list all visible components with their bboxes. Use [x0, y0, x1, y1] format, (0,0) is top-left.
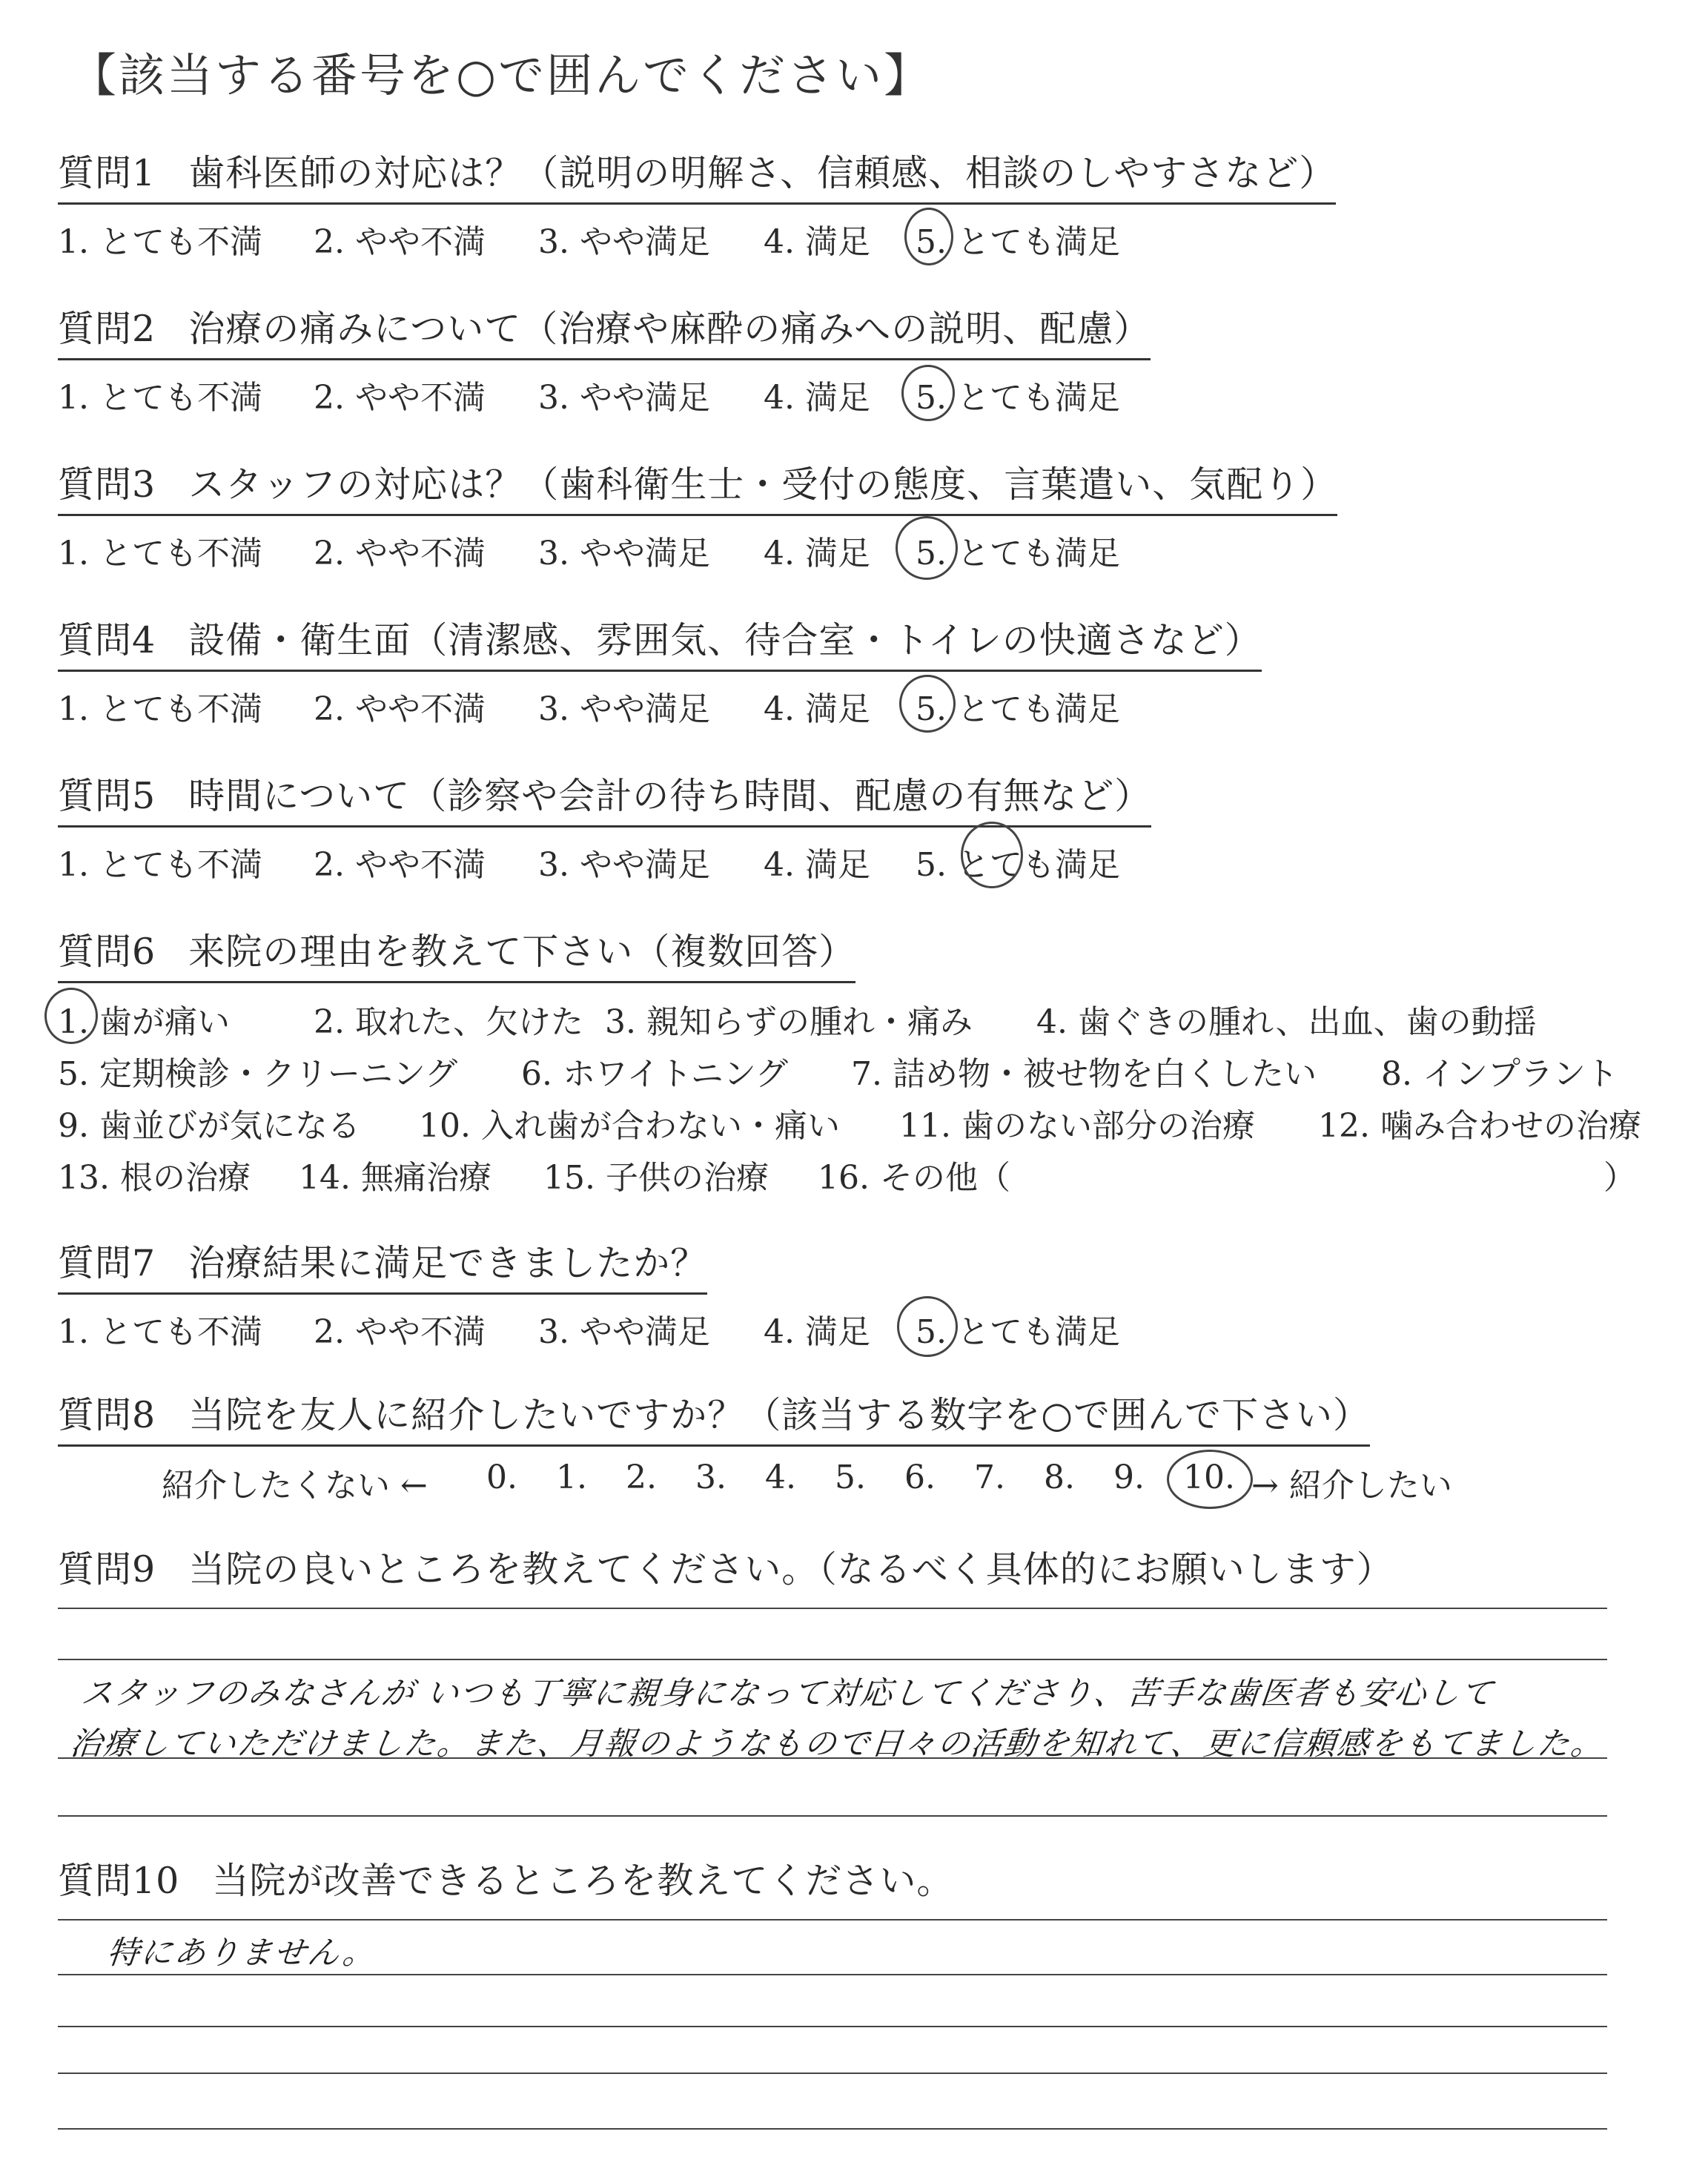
option-2[interactable]: 2. やや不満: [314, 223, 486, 261]
reason-row: [58, 995, 1537, 1047]
option-2[interactable]: 2. やや不満: [314, 846, 486, 884]
question-5-heading: [58, 767, 1151, 828]
answer-options: [58, 526, 1337, 571]
reason-option-11[interactable]: 11. 歯のない部分の治療: [899, 1107, 1255, 1145]
scale-value-4[interactable]: 4.: [765, 1459, 796, 1496]
answer-line: [58, 1659, 1607, 1660]
scale-left-label: 紹介したくない ←: [162, 1467, 428, 1505]
reason-option-8[interactable]: 8. インプラント: [1381, 1055, 1618, 1093]
reason-row: [58, 1151, 1636, 1203]
reason-option-7[interactable]: 7. 詰め物・被せ物を白くしたい: [851, 1055, 1317, 1093]
question-number: 質問6: [58, 931, 156, 973]
question-2-heading: [58, 300, 1151, 360]
scale-right-label: → 紹介したい: [1251, 1467, 1452, 1505]
answer-line: [58, 2026, 1607, 2027]
reason-option-14[interactable]: 14. 無痛治療: [299, 1159, 491, 1197]
question-text: 当院の良いところを教えてください。（なるべく具体的にお願いします）: [188, 1548, 1394, 1591]
question-number: 質問10: [58, 1860, 180, 1902]
other-close-paren: ）: [1603, 1159, 1636, 1197]
answer-line: [58, 1974, 1607, 1975]
answer-options: [58, 682, 1262, 727]
question-text: 歯科医師の対応は？（説明の明解さ、信頼感、相談のしやすさなど）: [188, 152, 1337, 194]
option-2[interactable]: 2. やや不満: [314, 690, 486, 728]
option-1[interactable]: 1. とても不満: [58, 1313, 262, 1351]
option-1[interactable]: 1. とても不満: [58, 379, 262, 417]
question-text: 治療結果に満足できましたか？: [188, 1242, 708, 1284]
question-1: [58, 145, 1336, 260]
reason-option-12[interactable]: 12. 噛み合わせの治療: [1318, 1107, 1641, 1145]
handwritten-answer-line: 特にありません。: [105, 1935, 378, 1972]
question-8: [58, 1387, 1452, 1506]
reason-option-5[interactable]: 5. 定期検診・クリーニング: [58, 1055, 458, 1093]
question-6: [58, 923, 1641, 1203]
reason-row: [58, 1047, 1618, 1099]
question-9-heading: [58, 1541, 1394, 1599]
question-7: [58, 1235, 1120, 1351]
reason-option-15[interactable]: 15. 子供の治療: [543, 1159, 769, 1197]
question-number: 質問4: [58, 619, 156, 661]
answer-options: [58, 215, 1336, 260]
question-2: [58, 300, 1151, 415]
option-4[interactable]: 4. 満足: [764, 1313, 870, 1351]
scale-value-1[interactable]: 1.: [556, 1459, 587, 1496]
question-number: 質問3: [58, 463, 156, 506]
handwritten-answer-line: スタッフのみなさんが いつも丁寧に親身になって対応してくださり、苦手な歯医者も安心して: [79, 1675, 1496, 1712]
option-2[interactable]: 2. やや不満: [314, 535, 486, 572]
answer-line: [58, 1608, 1607, 1609]
scale-value-0[interactable]: 0.: [486, 1459, 517, 1496]
answer-line: [58, 2073, 1607, 2074]
scale-value-6[interactable]: 6.: [904, 1459, 936, 1496]
option-4[interactable]: 4. 満足: [764, 846, 870, 884]
option-3[interactable]: 3. やや満足: [538, 379, 710, 417]
answer-options: [58, 371, 1151, 415]
option-5[interactable]: 5. とても満足: [916, 846, 1120, 884]
option-1[interactable]: 1. とても不満: [58, 535, 262, 572]
option-5[interactable]: 5. とても満足: [916, 379, 1120, 417]
option-2[interactable]: 2. やや不満: [314, 379, 486, 417]
question-text: 来院の理由を教えて下さい（複数回答）: [188, 931, 856, 973]
question-7-heading: [58, 1235, 707, 1295]
option-4[interactable]: 4. 満足: [764, 379, 870, 417]
question-10-heading: [58, 1852, 953, 1910]
option-5[interactable]: 5. とても満足: [916, 535, 1120, 572]
answer-options: [58, 838, 1151, 882]
option-1[interactable]: 1. とても不満: [58, 846, 262, 884]
reason-option-2[interactable]: 2. 取れた、欠けた: [314, 1003, 583, 1041]
answer-line: [58, 2128, 1607, 2130]
option-1[interactable]: 1. とても不満: [58, 223, 262, 261]
option-3[interactable]: 3. やや満足: [538, 846, 710, 884]
option-4[interactable]: 4. 満足: [764, 223, 870, 261]
answer-line: [58, 1919, 1607, 1920]
question-text: 時間について（診察や会計の待ち時間、配慮の有無など）: [188, 775, 1152, 817]
reason-row: [58, 1099, 1641, 1151]
option-5[interactable]: 5. とても満足: [916, 223, 1120, 261]
question-number: 質問2: [58, 308, 156, 350]
answer-options: [58, 1305, 1120, 1351]
question-number: 質問8: [58, 1394, 156, 1436]
reason-option-13[interactable]: 13. 根の治療: [58, 1159, 251, 1197]
option-5[interactable]: 5. とても満足: [916, 690, 1120, 728]
question-5: [58, 767, 1151, 882]
question-text: 設備・衛生面（清潔感、雰囲気、待合室・トイレの快適さなど）: [188, 619, 1262, 661]
question-1-heading: [58, 145, 1336, 205]
reason-option-1[interactable]: 1. 歯が痛い: [58, 1003, 230, 1041]
scale-value-7[interactable]: 7.: [974, 1459, 1005, 1496]
reason-option-16[interactable]: 16. その他（: [818, 1159, 1010, 1197]
option-2[interactable]: 2. やや不満: [314, 1313, 486, 1351]
question-text: 当院が改善できるところを教えてください。: [212, 1860, 954, 1902]
question-10: [58, 1852, 953, 1910]
reason-option-9[interactable]: 9. 歯並びが気になる: [58, 1107, 360, 1145]
reason-option-10[interactable]: 10. 入れ歯が合わない・痛い: [419, 1107, 840, 1145]
question-number: 質問1: [58, 152, 156, 194]
answer-line: [58, 1815, 1607, 1817]
question-number: 質問9: [58, 1548, 156, 1591]
option-1[interactable]: 1. とても不満: [58, 690, 262, 728]
scale-value-5[interactable]: 5.: [835, 1459, 866, 1496]
question-text: 当院を友人に紹介したいですか？（該当する数字を○で囲んで下さい）: [188, 1394, 1370, 1436]
option-5[interactable]: 5. とても満足: [916, 1313, 1120, 1351]
question-text: スタッフの対応は？（歯科衛生士・受付の態度、言葉遣い、気配り）: [188, 463, 1338, 506]
question-4: [58, 612, 1262, 727]
option-3[interactable]: 3. やや満足: [538, 1313, 710, 1351]
handwritten-answer-line: 治療していただけました。また、月報のようなもので日々の活動を知れて、更に信頼感をもてました。: [68, 1725, 1606, 1763]
question-6-heading: [58, 923, 855, 983]
recommend-scale: [58, 1459, 1452, 1506]
reason-option-3[interactable]: 3. 親知らずの腫れ・痛み: [605, 1003, 973, 1041]
scale-value-3[interactable]: 3.: [695, 1459, 726, 1496]
question-4-heading: [58, 612, 1262, 672]
reason-option-6[interactable]: 6. ホワイトニング: [521, 1055, 789, 1093]
question-3-heading: [58, 456, 1337, 516]
scale-value-8[interactable]: 8.: [1044, 1459, 1075, 1496]
question-8-heading: [58, 1387, 1370, 1447]
option-3[interactable]: 3. やや満足: [538, 690, 710, 728]
question-text: 治療の痛みについて（治療や麻酔の痛みへの説明、配慮）: [188, 308, 1151, 350]
reason-option-4[interactable]: 4. 歯ぐきの腫れ、出血、歯の動揺: [1036, 1003, 1537, 1041]
question-number: 質問5: [58, 775, 156, 817]
option-4[interactable]: 4. 満足: [764, 535, 870, 572]
scale-value-10[interactable]: 10.: [1183, 1459, 1235, 1496]
reason-options: [58, 995, 1641, 1203]
question-3: [58, 456, 1337, 571]
page-title: 【該当する番号を○で囲んでください】: [70, 48, 933, 102]
question-9: [58, 1541, 1394, 1599]
option-3[interactable]: 3. やや満足: [538, 535, 710, 572]
option-3[interactable]: 3. やや満足: [538, 223, 710, 261]
scale-value-2[interactable]: 2.: [626, 1459, 657, 1496]
scale-value-9[interactable]: 9.: [1113, 1459, 1145, 1496]
option-4[interactable]: 4. 満足: [764, 690, 870, 728]
question-number: 質問7: [58, 1242, 156, 1284]
